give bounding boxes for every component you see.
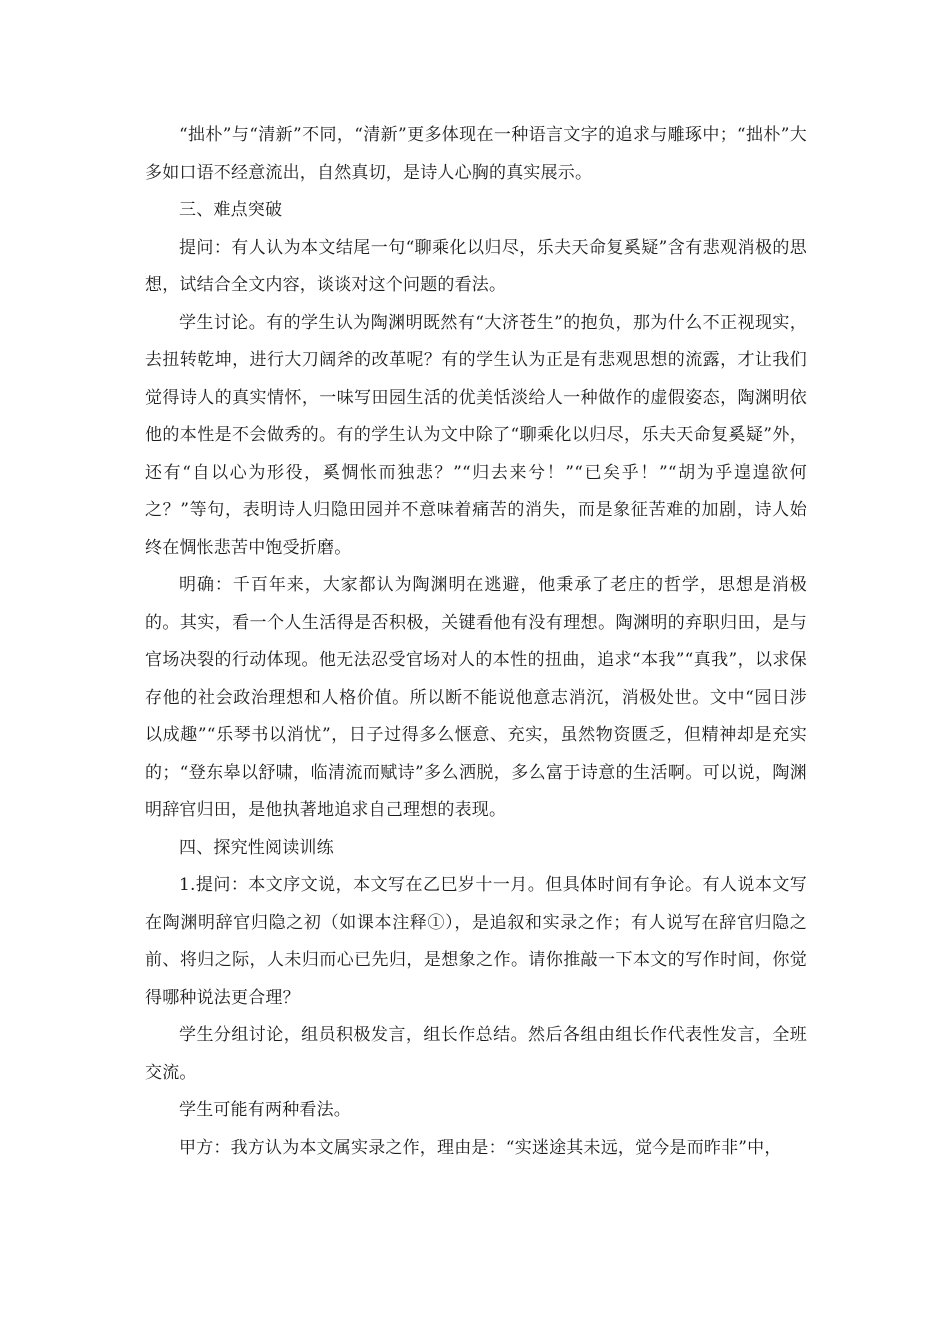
paragraph-clarification: 明确：千百年来，大家都认为陶渊明在逃避，他秉承了老庄的哲学，思想是消极的。其实，看一个人生活得是否积极，关键看他有没有理想。陶渊明的弃职归田，是与官场决裂的行动体现。他无法忍受官场对人的本性的扭曲，追求“本我”“真我”，以求保存他的社会政治理想和人格价值。所以断不能说他意志消沉，消极处世。文中“园日涉以成趣”“乐琴书以消忧”，日子过得多么惬意、充实，虽然物资匮乏，但精神却是充实的；“登东皋以舒啸，临清流而赋诗”多么洒脱，多么富于诗意的生活啊。可以说，陶渊明辞官归田，是他执著地追求自己理想的表现。 [145,575,807,820]
paragraph-zhuopu-qingxin: “拙朴”与“清新”不同，“清新”更多体现在一种语言文字的追求与雕琢中；“拙朴”大多如口语不经意流出，自然真切，是诗人心胸的真实展示。 [145,125,807,183]
section-heading-inquiry-reading: 四、探究性阅读训练 [179,837,334,858]
paragraph-question-1: 1.提问：本文序文说，本文写在乙巳岁十一月。但具体时间有争论。有人说本文写在陶渊明辞官归隐之初（如课本注释①），是追叙和实录之作；有人说写在辞官归隐之前、将归之际，人未归而心已先归，是想象之作。请你推敲一下本文的写作时间，你觉得哪种说法更合理？ [145,875,807,1008]
paragraph-group-discussion: 学生分组讨论，组员积极发言，组长作总结。然后各组由组长作代表性发言，全班交流。 [145,1025,807,1083]
paragraph-student-discussion: 学生讨论。有的学生认为陶渊明既然有“大济苍生”的抱负，那为什么不正视现实，去扭转乾坤，进行大刀阔斧的改革呢？有的学生认为正是有悲观思想的流露，才让我们觉得诗人的真实情怀，一味写田园生活的优美恬淡给人一种做作的虚假姿态，陶渊明依他的本性是不会做秀的。有的学生认为文中除了“聊乘化以归尽，乐夫天命复奚疑”外，还有“自以心为形役，奚惆怅而独悲？”“归去来兮！”“已矣乎！”“胡为乎遑遑欲何之？”等句，表明诗人归隐田园并不意味着痛苦的消失，而是象征苦难的加剧，诗人始终在惆怅悲苦中饱受折磨。 [145,312,807,558]
paragraph-side-a: 甲方：我方认为本文属实录之作，理由是：“实迷途其未远，觉今是而昨非”中， [179,1137,782,1158]
document-body [145,117,807,1167]
paragraph-question: 提问：有人认为本文结尾一句“聊乘化以归尽，乐夫天命复奚疑”含有悲观消极的思想，试结合全文内容，谈谈对这个问题的看法。 [145,237,807,295]
section-heading-difficulty: 三、难点突破 [179,200,283,220]
paragraph-two-views: 学生可能有两种看法。 [179,1100,351,1120]
